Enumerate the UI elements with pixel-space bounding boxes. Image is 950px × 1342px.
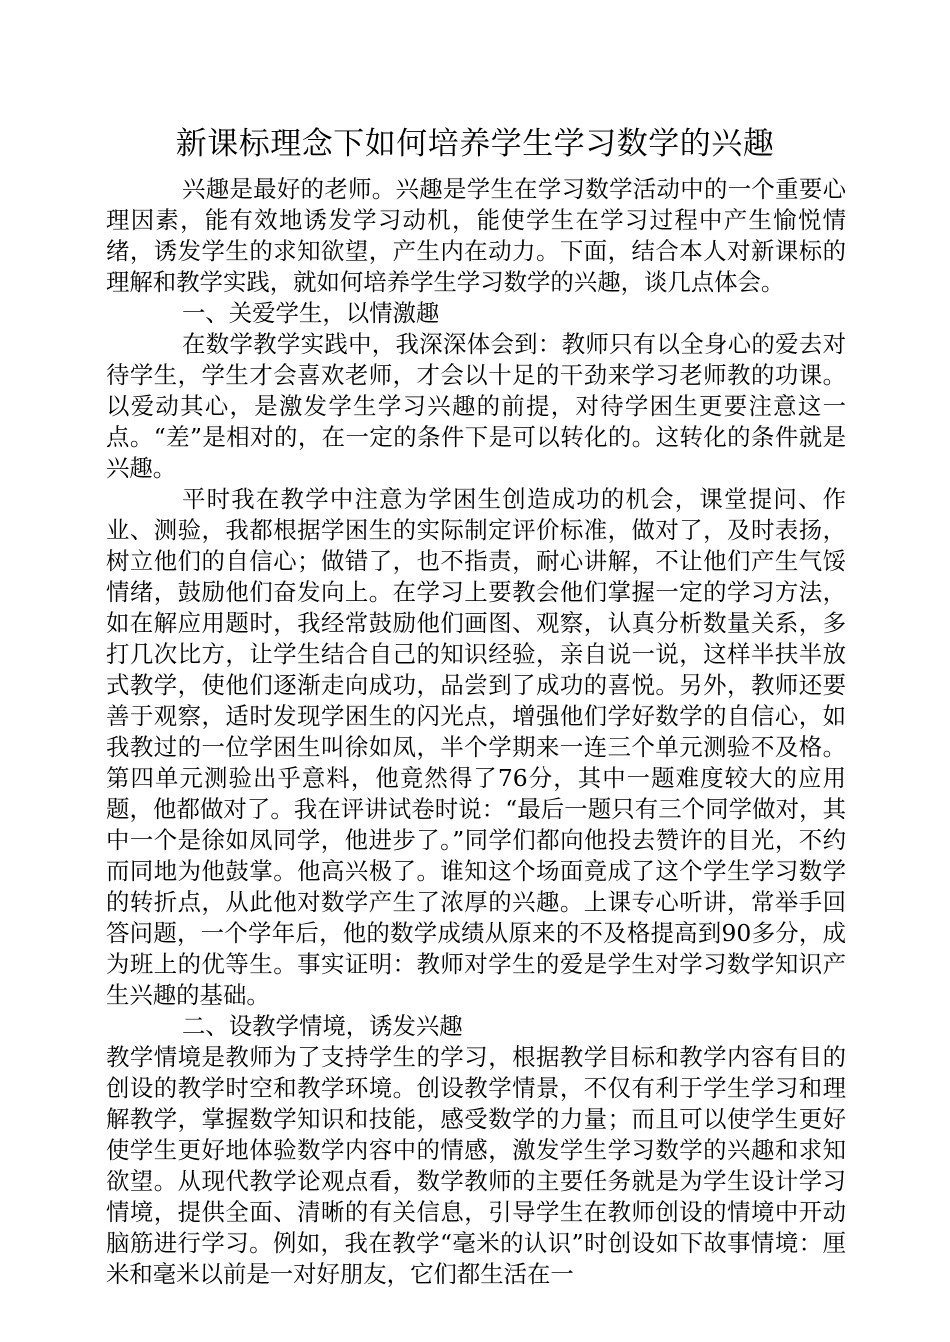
- document-title: 新课标理念下如何培养学生学习数学的兴趣: [175, 126, 775, 162]
- section-heading-1: 一、关爱学生，以情激趣: [182, 299, 440, 327]
- section-heading-2: 二、设教学情境，诱发兴趣: [182, 1012, 463, 1040]
- paragraph-section-1-a: 在数学教学实践中，我深深体会到：教师只有以全身心的爱去对待学生，学生才会喜欢老师，才会以十足的干劲来学习老师教的功课。以爱动其心，是激发学生学习兴趣的前提，对待学困生更要注意这一点。“差”是相对的，在一定的条件下是可以转化的。这转化的条件就是兴趣。: [106, 330, 846, 482]
- paragraph-section-1-b: 平时我在教学中注意为学困生创造成功的机会，课堂提问、作业、测验，我都根据学困生的实际制定评价标准，做对了，及时表扬，树立他们的自信心；做错了，也不指责，耐心讲解，不让他们产生气馁情绪，鼓励他们奋发向上。在学习上要教会他们掌握一定的学习方法，如在解应用题时，我经常鼓励他们画图、观察，认真分析数量关系，多打几次比方，让学生结合自己的知识经验，亲自说一说，这样半扶半放式教学，使他们逐渐走向成功，品尝到了成功的喜悦。另外，教师还要善于观察，适时发现学困生的闪光点，增强他们学好数学的自信心，如我教过的一位学困生叫徐如凤，半个学期来一连三个单元测验不及格。第四单元测验出乎意料，他竟然得了76分，其中一题难度较大的应用题，他都做对了。我在评讲试卷时说：“最后一题只有三个同学做对，其中一个是徐如凤同学，他进步了。”同学们都向他投去赞许的目光，不约而同地为他鼓掌。他高兴极了。谁知这个场面竟成了这个学生学习数学的转折点，从此他对数学产生了浓厚的兴趣。上课专心听讲，常举手回答问题，一个学年后，他的数学成绩从原来的不及格提高到90多分，成为班上的优等生。事实证明：教师对学生的爱是学生对学习数学知识产生兴趣的基础。: [106, 485, 846, 1009]
- paragraph-intro: 兴趣是最好的老师。兴趣是学生在学习数学活动中的一个重要心理因素，能有效地诱发学习动机，能使学生在学习过程中产生愉悦情绪，诱发学生的求知欲望，产生内在动力。下面，结合本人对新课标的理解和教学实践，就如何培养学生学习数学的兴趣，谈几点体会。: [106, 175, 846, 296]
- paragraph-section-2-a: 教学情境是教师为了支持学生的学习，根据教学目标和教学内容有目的创设的教学时空和教学环境。创设教学情景，不仅有利于学生学习和理解教学，掌握数学知识和技能，感受数学的力量；而且可以使学生更好使学生更好地体验数学内容中的情感，激发学生学习数学的兴趣和求知欲望。从现代教学论观点看，数学教师的主要任务就是为学生设计学习情境，提供全面、清晰的有关信息，引导学生在教师创设的情境中开动脑筋进行学习。例如，我在教学“毫米的认识”时创设如下故事情境：厘米和毫米以前是一对好朋友，它们都生活在一: [106, 1043, 846, 1288]
- document-body: [106, 174, 846, 1290]
